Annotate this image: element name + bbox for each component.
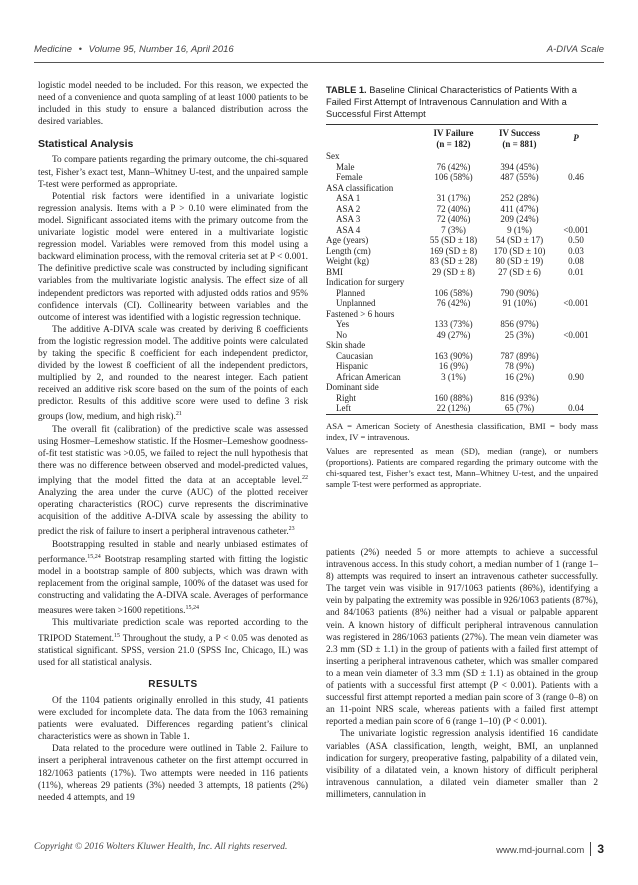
page-number: 3: [590, 842, 604, 856]
table-cell-a: 29 (SD ± 8): [432, 266, 475, 277]
table-cell-b: [485, 277, 554, 288]
table-cell-a: 169 (SD ± 8): [429, 245, 478, 256]
text: This multivariate prediction scale was reported according to the TRIPOD Statement.: [38, 618, 308, 644]
table-row: [326, 214, 598, 225]
table-cell-a: 83 (SD ± 28): [429, 256, 478, 266]
table-row: [326, 372, 598, 383]
table-cell-p: [554, 162, 598, 173]
table-header-p: P: [573, 133, 579, 144]
journal-name: Medicine: [34, 44, 73, 55]
table-row: [326, 340, 598, 351]
table-cell-label: Indication for surgery: [326, 277, 405, 287]
table-row: [326, 288, 598, 299]
table-header-row: [326, 125, 598, 151]
table-cell-b: [485, 183, 554, 194]
table-cell-label: Female: [336, 172, 363, 182]
table-cell-a: [422, 382, 485, 393]
table-cell-label: Caucasian: [336, 350, 373, 361]
table-cell-p: [554, 340, 598, 351]
table-cell-p: <0.001: [563, 224, 589, 235]
paragraph: patients (2%) needed 5 or more attempts to achieve a successful intravenous access. In this study cohort, a median number of 1 (range 1–8) attempts was required to insert an intravenous catheter successfully. The target vein was visible in 917/1063 patients (86%), identifying a vein by palpating the extremity was possible in 926/1063 patients (87%), and 84/1063 patients (8%) neither had a visual or palpable apparent vein. A known history of difficult peripheral intravenous cannulation was registered in 286/1063 patients (27%). The mean vein diameter was 2.3 mm (SD ± 1.1) in the group of patients with a failed first attempt of inserting a peripheral intravenous catheter, which was smaller compared to a mean vein diameter of 3.3 mm (SD ± 1.1) as obtained in the group of patients with a successful first attempt (P < 0.001). Patients with a successful first attempt reported a median pain score of 3 (range 0–8) on an 11-point NRS scale, whereas patients with a failed first attempt reported a median pain score of 6 (range 1–10) (P < 0.001).: [326, 548, 598, 728]
citation: 15,24: [87, 553, 101, 560]
table-1: [326, 84, 598, 493]
table-cell-a: 163 (90%): [434, 350, 473, 361]
table-cell-a: 76 (42%): [436, 161, 471, 172]
table-row: [326, 183, 598, 194]
table-cell-p: [554, 277, 598, 288]
table-cell-b: 25 (3%): [504, 329, 535, 340]
table-row: [326, 351, 598, 362]
footer-site: www.md-journal.com: [496, 845, 585, 856]
table-cell-b: 787 (89%): [500, 350, 539, 361]
paragraph: Of the 1104 patients originally enrolled in this study, 41 patients were excluded for incomplete data. The data from the 1063 remaining patients were evaluated. Differences regarding patient’s clinical characteristics were as shown in Table 1.: [38, 695, 308, 743]
table-row: [326, 361, 598, 372]
table-cell-b: 80 (SD ± 19): [495, 256, 544, 266]
table-row: [326, 162, 598, 173]
header-bullet: •: [78, 44, 82, 55]
paragraph: The univariate logistic regression analysis identified 16 candidate variables (ASA classification, length, weight, BMI, an unplanned indication for surgery, preoperative fasting, palpability of a dilated vein, visibility of a dilatated vein, a known history of difficult peripheral intravenous cannulation, a dilated vein diameter smaller than 2 millimeters, cannulation in: [326, 729, 598, 800]
table-header-success: [485, 125, 554, 151]
col-label: IV Success: [498, 128, 541, 138]
table-cell-b: 91 (10%): [502, 298, 537, 308]
table-cell-label: BMI: [326, 266, 344, 277]
table-cell-p: <0.001: [563, 329, 589, 340]
table-cell-label: African American: [336, 371, 401, 382]
table-cell-a: 16 (9%): [438, 361, 469, 371]
table-row: [326, 225, 598, 236]
table-cell-a: 3 (1%): [441, 371, 466, 382]
section-heading-results: RESULTS: [148, 678, 198, 690]
table-cell-b: 209 (24%): [500, 214, 539, 224]
table-cell-a: [422, 151, 485, 162]
table-cell-label: Dominant side: [326, 382, 379, 392]
table-cell-b: 252 (28%): [500, 193, 539, 203]
table-cell-a: 133 (73%): [434, 319, 473, 329]
table-row: [326, 298, 598, 309]
table-cell-label: Unplanned: [336, 298, 376, 308]
table-row: [326, 172, 598, 183]
text: Bootstrapping resulted in stable and nearly unbiased estimates of performance.: [38, 539, 308, 565]
table-cell-b: 411 (47%): [500, 203, 539, 214]
header-journal: [34, 44, 234, 55]
table-row: [326, 204, 598, 215]
table-cell-p: <0.001: [563, 298, 589, 308]
col-label: IV Failure: [433, 128, 474, 138]
col-n: (n = 881): [502, 138, 537, 149]
table-cell-b: 790 (90%): [500, 287, 539, 298]
table-cell-label: Skin shade: [326, 340, 366, 350]
text: Throughout the study, a P < 0.05 was denoted as statistical significant. SPSS, version 21.0 (SPSS Inc, Chicago, IL) was used for all statistical analysis.: [38, 633, 309, 668]
table-cell-p: 0.50: [568, 235, 584, 245]
table-cell-a: 7 (3%): [441, 224, 466, 235]
table-cell-b: 487 (55%): [500, 172, 539, 182]
table-cell-label: ASA 4: [336, 224, 361, 235]
table-cell-a: 72 (40%): [436, 214, 471, 224]
table-cell-label: Yes: [336, 319, 350, 329]
table-row: [326, 246, 598, 257]
table-cell-a: 31 (17%): [436, 193, 471, 203]
table-cell-b: 816 (93%): [500, 392, 539, 403]
table-cell-a: 106 (58%): [434, 172, 473, 182]
table-row: [326, 319, 598, 330]
table-cell-p: [554, 214, 598, 225]
table-cell-b: [485, 340, 554, 351]
table-cell-p: 0.08: [568, 256, 584, 266]
table-note: Values are represented as mean (SD), median (range), or numbers (proportions). Patients are compared regarding the primary outcome with the chi-squared test, Fisher’s exact test, Mann–Whitney U-test, and the unpaired sample T-test were performed as appropriate.: [326, 445, 598, 489]
table-cell-label: Right: [336, 392, 357, 403]
table-row: [326, 393, 598, 404]
table-cell-p: 0.01: [568, 266, 584, 277]
table-row: [326, 193, 598, 204]
table-label: TABLE 1.: [326, 85, 367, 95]
running-header: [34, 44, 604, 62]
table-cell-a: 160 (88%): [434, 392, 473, 403]
table-row: [326, 151, 598, 162]
table-cell-a: 55 (SD ± 18): [429, 235, 478, 245]
left-column: [38, 80, 308, 804]
col-n: (n = 182): [436, 138, 471, 149]
table-cell-p: 0.90: [568, 371, 584, 382]
table-note: ASA = American Society of Anesthesia classification, BMI = body mass index, IV = intravenous.: [326, 420, 598, 442]
table-cell-b: 65 (7%): [504, 403, 535, 413]
citation: 21: [175, 411, 182, 418]
footer: [34, 842, 604, 858]
citation: 23: [288, 526, 295, 533]
right-column: [326, 547, 598, 801]
table-cell-b: 54 (SD ± 17): [495, 235, 544, 245]
table-cell-a: 22 (12%): [436, 403, 471, 413]
table-cell-p: [554, 183, 598, 194]
table-cell-b: [485, 382, 554, 393]
table-cell-p: [554, 319, 598, 330]
text: Bootstrap resampling started with fitting the logistic model in a bootstrap sample of 800 subjects, which was drawn with replacement from the original sample, 100% of the dataset was used for constructing and validating the A-DIVA scale. Averages of performance measures were taken >1600 repetitions.: [38, 554, 308, 617]
table-grid: [326, 125, 598, 414]
table-row: [326, 277, 598, 288]
table-cell-b: [485, 151, 554, 162]
table-cell-a: 76 (42%): [436, 298, 471, 308]
citation: 22: [302, 475, 308, 481]
table-cell-p: [554, 288, 598, 299]
table-cell-b: 27 (SD ± 6): [498, 266, 541, 277]
paragraph: Data related to the procedure were outlined in Table 2. Failure to insert a peripheral intravenous catheter on the first attempt occurred in 182/1063 patients (17%). Two attempts were needed in 116 patients (11%), whereas 29 patients (3%) needed 3 attempts, 18 patients (2%) needed 4 attempts, and 19: [38, 744, 308, 803]
table-cell-label: ASA classification: [326, 182, 394, 193]
table-cell-label: Sex: [326, 151, 340, 161]
table-row: [326, 330, 598, 341]
table-cell-p: [554, 193, 598, 204]
table-cell-p: 0.03: [568, 245, 584, 256]
table-cell-p: [554, 393, 598, 404]
table-cell-label: Age (years): [326, 235, 369, 245]
table-cell-a: 72 (40%): [436, 203, 471, 214]
table-row: [326, 403, 598, 414]
table-cell-b: 16 (2%): [504, 371, 535, 382]
table-row: [326, 256, 598, 267]
text: Analyzing the area under the curve (AUC) of the plotted receiver operating characteristics (ROC) curve represents the discriminative acquisition of the additive A-DIVA scale by assessing the ability to predict the risk of failure to insert a peripheral intravenous catheter.: [38, 488, 308, 538]
text: The additive A-DIVA scale was created by deriving ß coefficients from the logistic regression model. The additive points were calculated by taking the specific ß coefficient for each independent predictor, divided by the lowest ß coefficient of all the independent predictors, multiplied by 2, and rounded to the nearest integer. Each patient received an additive risk score based on the sum of the points of each predictor. Results of this additive score were used to define 3 risk groups (low, medium, and high risk).: [38, 324, 308, 423]
table-cell-a: [422, 183, 485, 194]
table-row: [326, 235, 598, 246]
paragraph: [38, 324, 308, 424]
footer-copyright: Copyright © 2016 Wolters Kluwer Health, Inc. All rights reserved.: [34, 842, 288, 852]
paragraph: To compare patients regarding the primary outcome, the chi-squared test, Fisher’s exact test, Mann–Whitney U-test, and the unpaired sample T-test were performed as appropriate.: [38, 155, 308, 190]
table-cell-p: 0.04: [568, 403, 584, 413]
table-cell-b: 856 (97%): [500, 319, 539, 329]
table-cell-label: ASA 2: [336, 203, 361, 214]
table-header-blank: [326, 125, 422, 151]
table-cell-a: 49 (27%): [436, 329, 471, 340]
table-cell-label: No: [336, 329, 347, 340]
paragraph: [38, 617, 308, 668]
table-cell-p: [554, 351, 598, 362]
text: The overall fit (calibration) of the predictive scale was assessed using Hosmer–Lemeshow statistic. If the Hosmer–Lemeshow goodness-of-fit test statistic was >0.05, we failed to reject the null hypothesis that there was no difference between observed and model-predicted values, implying that the model fitted the data at an acceptable level.: [38, 424, 308, 487]
table-cell-p: [554, 309, 598, 320]
table-row: [326, 382, 598, 393]
table-cell-b: 78 (9%): [504, 361, 535, 371]
table-cell-p: [554, 361, 598, 372]
table-cell-a: [422, 309, 485, 320]
table-caption: [326, 84, 598, 120]
table-cell-label: ASA 1: [336, 193, 361, 203]
table-cell-label: Left: [336, 403, 351, 413]
table-rule-bottom: [326, 414, 598, 415]
paragraph: [38, 424, 308, 539]
header-rule: [34, 62, 604, 63]
table-cell-label: Planned: [336, 287, 365, 298]
citation: 15: [113, 632, 120, 639]
table-cell-a: [422, 340, 485, 351]
table-cell-a: 106 (58%): [434, 287, 473, 298]
table-cell-label: Male: [336, 161, 355, 172]
table-cell-label: Hispanic: [336, 361, 368, 371]
table-cell-a: [422, 277, 485, 288]
table-cell-b: 170 (SD ± 10): [493, 245, 546, 256]
table-cell-b: [485, 309, 554, 320]
table-header-failure: [422, 125, 485, 151]
table-cell-p: [554, 382, 598, 393]
table-cell-b: 9 (1%): [507, 224, 532, 235]
table-cell-label: Weight (kg): [326, 256, 370, 266]
table-cell-p: [554, 151, 598, 162]
table-caption-text: Baseline Clinical Characteristics of Patients With a Failed First Attempt of Intravenous Cannulation and With a Successful First Attempt: [326, 85, 577, 119]
table-row: [326, 267, 598, 278]
paragraph: Potential risk factors were identified in a univariate logistic regression analysis. Items with a P > 0.10 were eliminated from the model. Significant associated items with the primary outcome from the univariate logistic model were entered in a multivariate logistic regression model. Variables were removed from this model using a backward elimination process, with the removal criteria set at P < 0.001. The definitive predictive scale was constructed by including significant variables from the multivariate logistic analysis. The effect size of all independent predictors was reported with adjusted odds ratios and 95% confidence intervals (CI). Collinearity between variables and the outcome of interest was identified with a logistic regression technique.: [38, 191, 308, 323]
table-cell-label: ASA 3: [336, 214, 361, 224]
paragraph: logistic model needed to be included. For this reason, we expected the need of a convenience and quota sampling of at least 1000 patients to be included in this study to ensure a balanced distribution across the desired variables.: [38, 81, 308, 128]
table-cell-label: Fastened > 6 hours: [326, 308, 395, 319]
table-cell-p: 0.46: [568, 172, 584, 182]
table-body: [326, 151, 598, 414]
header-volume: Volume 95, Number 16, April 2016: [88, 44, 234, 55]
section-heading-statistical-analysis: Statistical Analysis: [38, 138, 134, 151]
paragraph: [38, 539, 308, 618]
header-title: A-DIVA Scale: [546, 44, 604, 55]
table-cell-b: 394 (45%): [500, 161, 539, 172]
table-notes: [326, 421, 598, 490]
citation: 15,24: [185, 605, 199, 612]
table-row: [326, 309, 598, 320]
table-cell-label: Length (cm): [326, 245, 371, 256]
table-cell-p: [554, 204, 598, 215]
footer-right: [496, 842, 604, 856]
